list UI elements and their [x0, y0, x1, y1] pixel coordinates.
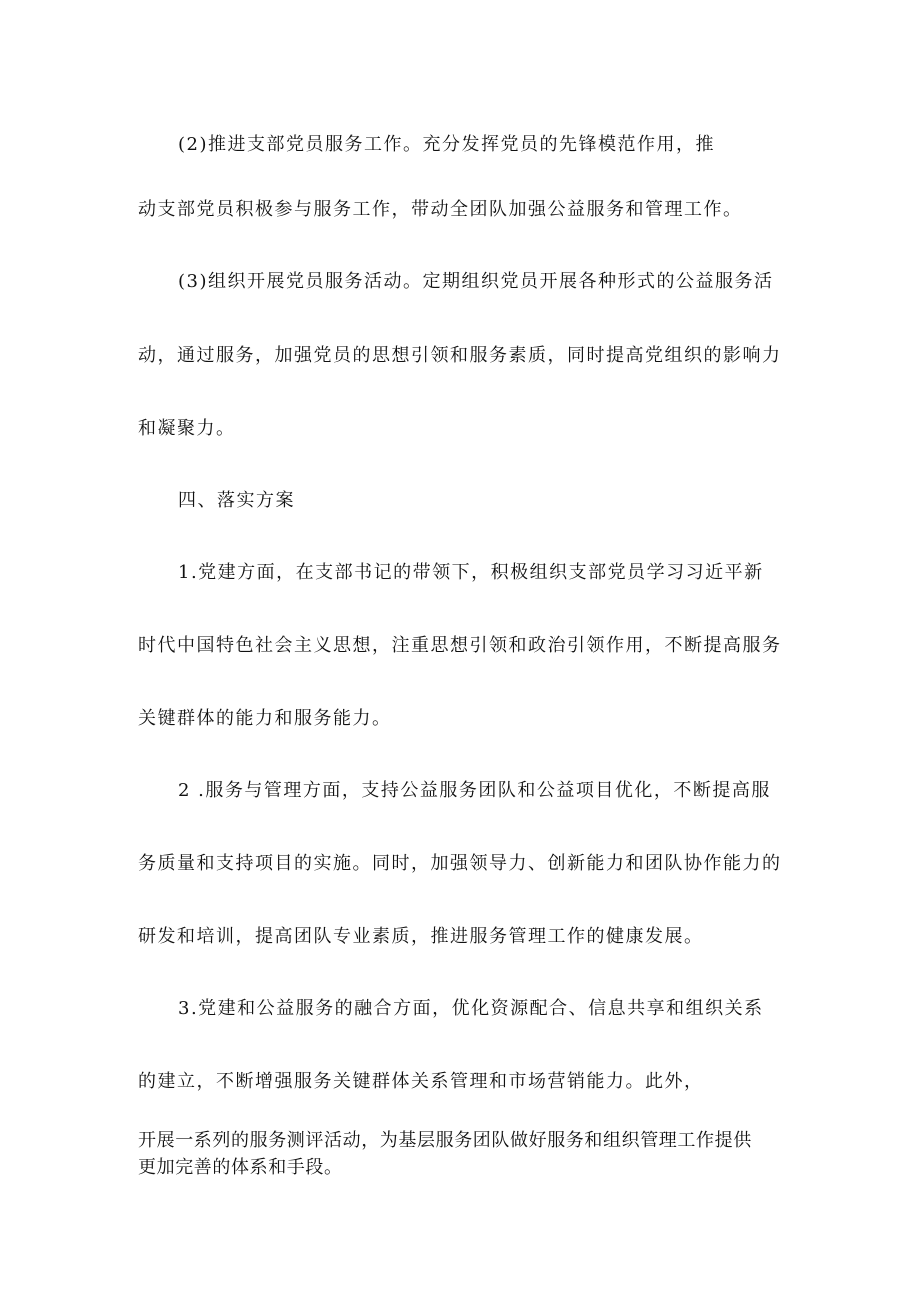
plan3-line1: 3.党建和公益服务的融合方面，优化资源配合、信息共享和组织关系 [178, 998, 764, 1019]
plan2-line3: 研发和培训，提高团队专业素质，推进服务管理工作的健康发展。 [138, 926, 704, 947]
section4-heading: 四、落实方案 [178, 490, 295, 511]
item3-line1: (3)组织开展党员服务活动。定期组织党员开展各种形式的公益服务活 [178, 271, 774, 292]
item2-line1: (2)推进支部党员服务工作。充分发挥党员的先锋模范作用，推 [178, 134, 715, 155]
item3-line2: 动，通过服务，加强党员的思想引领和服务素质，同时提高党组织的影响力 [138, 345, 782, 366]
plan1-line1: 1.党建方面，在支部书记的带领下，积极组织支部党员学习习近平新 [178, 562, 764, 583]
plan1-line2: 时代中国特色社会主义思想，注重思想引领和政治引领作用，不断提高服务 [138, 635, 782, 656]
item2-line2: 动支部党员积极参与服务工作，带动全团队加强公益服务和管理工作。 [138, 199, 743, 220]
item3-line3: 和凝聚力。 [138, 418, 236, 439]
plan2-line1: 2 .服务与管理方面，支持公益服务团队和公益项目优化，不断提高服 [178, 780, 771, 801]
plan3-line3: 开展一系列的服务测评活动，为基层服务团队做好服务和组织管理工作提供 [138, 1130, 752, 1151]
plan2-line2: 务质量和支持项目的实施。同时，加强领导力、创新能力和团队协作能力的 [138, 853, 782, 874]
plan3-line2: 的建立，不断增强服务关键群体关系管理和市场营销能力。此外， [138, 1071, 704, 1092]
plan1-line3: 关键群体的能力和服务能力。 [138, 708, 392, 729]
plan3-line4: 更加完善的体系和手段。 [138, 1157, 343, 1178]
